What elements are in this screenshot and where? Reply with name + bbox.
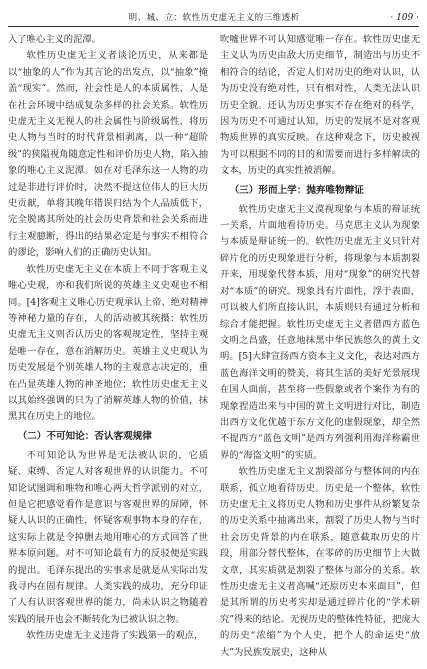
paragraph: 吹嘘世界不可认知感觉唯一存在。软性历史虚无主义认为历史由敌大历史细节，制造出与历史不相符合的结论，否定人们对历史的绝对认识，认为历史没有绝对性，只有相对性，人类无法认识历史全貌。还认为历史事实不存在绝对的科学，因为历史不可通过认知，历史的发展不是对客观物质世界的真实反映。在这种观念下，历史被视为可以根据不同的目的和需要而进行多样解读的文本，历史的真实性被消解。 [220, 34, 420, 177]
right-column [220, 32, 420, 665]
section-heading: （二）不可知论：否认客观规律 [17, 430, 152, 442]
paragraph: 软性历史虚无主义在本质上不同于客观主义唯心史观，亦和我们所说的英雄主义史观也不相同。[4]客观主义唯心历史观承认上帝、绝对精神等神秘力量的存在，人的活动被其统摄；软性历史虚无主义则否认历史的客观规定性，坚持主观是唯一存在，意在消解历史。英雄主义史观认为历史发展是个别英雄人物的主观意志决定的，重在凸显英雄人物的神圣地位；软性历史虚无主义以其始终强调的只为了消解英雄人物的价值，抹黑其在历史上的地位。 [8, 263, 208, 423]
paragraph: 软性历史虚无主义违背了实践第一的观点， [26, 630, 204, 642]
section-heading: （三）形而上学：抛弃唯物辩证 [229, 184, 364, 196]
page-header [8, 6, 419, 27]
paragraph: 软性历史虚无主义者谈论历史，从来都是以“抽象的人”作为其言论的出发点，以“抽象”掩盖“现实”。然而，社会性是人的本质属性，人是在社会环境中结成复杂多样的社会关系。软性历史虚无主义无视人的社会属性与阶级属性，将历史人物与当时的时代背景相剥离，以一种“超阶级”的狭隘视角随意定性和评价历史人物，陷入抽象的唯心主义泥潭。如在对毛泽东这一人物的功过是非进行评价时，决然不提这位伟人的巨大历史贡献，单将其晚年错误归结为个人品质低下，完全脱离其所处的社会历史背景和社会关系而进行主观臆断，得出的结果必定是与事实不相符合的谬论，影响人们的正确历史认知。 [8, 50, 208, 259]
paragraph: 入了唯心主义的泥潭。 [8, 34, 101, 45]
paragraph: 软性历史虚无主义割裂部分与整体间的内在联系，孤立地看待历史。历史是一个整体，软性历史虚无主义将历史人物和历史事件从纷繁复杂的历史关系中抽离出来，割裂了历史人物与当时社会历史背景的内在联系，随意截取历史的片段，用部分替代整体，在零碎的历史细节上大做文章，其实质就是割裂了整体与部分的关系。软性历史虚无主义者高喊“还原历史本来面目”，但是其所谓的历史考实却是通过碎片化的“学术研究”得来的结论。无视历史的整体性特征，把庞大的历史“浓缩”为个人史，把个人的命运史“放大”为民族发展史，这种从 [220, 466, 420, 658]
paragraph: 不可知论认为世界是无法被认识的，它质疑、束缚、否定人对客观世界的认识能力。不可知论试图调和唯物和唯心两大哲学派别的对立，但是它把感觉看作是意识与客观世界的屏障，怀疑人认识的正确性，怀疑客观事物本身的存在，这实际上就是令掉删去地用唯心的方式回答了世界本原问题。对不可知论最有力的反驳便是实践的提出。毛泽东提出的实事求是就是从实际出发我寻内在固有规律。人类实践的成功，充分印证了人有认识客观世界的能力，尚未认识之物随着实践的展开也会不断转化为已被认识之物。 [8, 449, 208, 625]
left-column [8, 32, 208, 665]
page-number: · 109 · [390, 13, 419, 23]
paragraph: 软性历史虚无主义漠视现象与本质的辩证统一关系，片面地看待历史。马克思主义认为现象与本质是辩证统一的。软性历史虚无主义只针对碎片化的历史现象进行分析，将现象与本质割裂开来，用现象代替本质，用对“现象”的研究代替对“本质”的研究。现象具有片面性，浮于表面，可以被人们所直接认识，本质则只有通过分析和综合才能把握。软性历史虚无主义者借西方蓝色文明之昌盛，任意地抹黑中华民族悠久的黄土文明。[5]大肆宣扬西方资本主义文化，表达对西方蓝色海洋文明的赞美，将其生活的美好光景展现在国人面前，甚至将一些假象或者个案作为有的现象捏造出来与中国的黄土文明进行对比，制造出西方文化优越于东方文化的虚假现象，却全然不提西方“蓝色文明”是西方列强利用海洋称霸世界的“海盗文明”的实质。 [220, 203, 420, 461]
running-head: 明、城、立：软性历史虚无主义的三维透析 [128, 13, 300, 23]
